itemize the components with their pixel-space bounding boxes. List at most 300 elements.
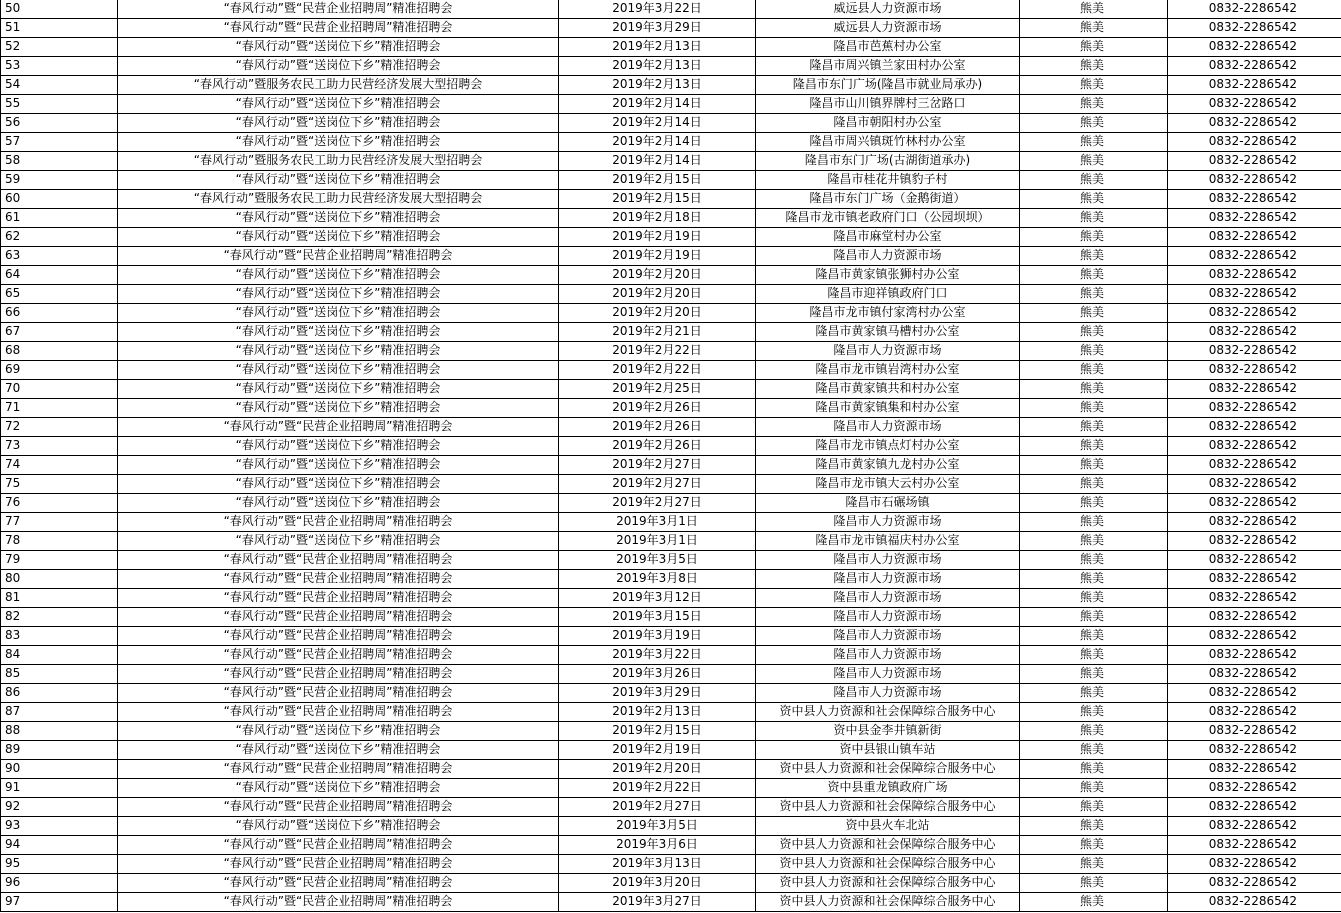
contact-person-cell[interactable]: 熊美 bbox=[1020, 835, 1168, 854]
contact-phone-cell[interactable]: 0832-2286542 bbox=[1168, 113, 1341, 132]
contact-person-cell[interactable]: 熊美 bbox=[1020, 455, 1168, 474]
row-number-cell[interactable]: 88 bbox=[1, 721, 118, 740]
table-row bbox=[1, 474, 1341, 493]
row-number-cell[interactable]: 85 bbox=[1, 664, 118, 683]
event-date-cell[interactable]: 2019年3月29日 bbox=[559, 18, 756, 37]
row-number-cell[interactable]: 84 bbox=[1, 645, 118, 664]
table-row bbox=[1, 740, 1341, 759]
contact-person-cell[interactable]: 熊美 bbox=[1020, 417, 1168, 436]
contact-person-cell[interactable]: 熊美 bbox=[1020, 284, 1168, 303]
event-location-cell[interactable]: 隆昌市龙市镇福庆村办公室 bbox=[756, 531, 1020, 550]
event-date-cell[interactable]: 2019年2月22日 bbox=[559, 341, 756, 360]
event-location-cell[interactable]: 隆昌市黄家镇九龙村办公室 bbox=[756, 455, 1020, 474]
contact-person-cell[interactable]: 熊美 bbox=[1020, 113, 1168, 132]
event-date-cell[interactable]: 2019年2月15日 bbox=[559, 721, 756, 740]
event-date-cell[interactable]: 2019年3月8日 bbox=[559, 569, 756, 588]
contact-person-cell[interactable]: 熊美 bbox=[1020, 75, 1168, 94]
event-name-cell[interactable]: “春风行动”暨“送岗位下乡”精准招聘会 bbox=[118, 455, 559, 474]
event-name-cell[interactable]: “春风行动”暨“送岗位下乡”精准招聘会 bbox=[118, 816, 559, 835]
event-location-cell[interactable]: 隆昌市东门广场(古湖街道承办) bbox=[756, 151, 1020, 170]
contact-person-cell[interactable]: 熊美 bbox=[1020, 189, 1168, 208]
event-name-cell[interactable]: “春风行动”暨“民营企业招聘周”精准招聘会 bbox=[118, 873, 559, 892]
event-location-cell[interactable]: 资中县人力资源和社会保障综合服务中心 bbox=[756, 873, 1020, 892]
event-date-cell[interactable]: 2019年3月29日 bbox=[559, 683, 756, 702]
contact-person-cell[interactable]: 熊美 bbox=[1020, 360, 1168, 379]
event-location-cell[interactable]: 资中县银山镇车站 bbox=[756, 740, 1020, 759]
event-location-cell[interactable]: 隆昌市黄家镇集和村办公室 bbox=[756, 398, 1020, 417]
event-name-cell[interactable]: “春风行动”暨“送岗位下乡”精准招聘会 bbox=[118, 360, 559, 379]
contact-phone-cell[interactable]: 0832-2286542 bbox=[1168, 284, 1341, 303]
contact-person-cell[interactable]: 熊美 bbox=[1020, 94, 1168, 113]
contact-phone-cell[interactable]: 0832-2286542 bbox=[1168, 379, 1341, 398]
row-number-cell[interactable]: 66 bbox=[1, 303, 118, 322]
contact-person-cell[interactable]: 熊美 bbox=[1020, 607, 1168, 626]
contact-person-cell[interactable]: 熊美 bbox=[1020, 550, 1168, 569]
contact-person-cell[interactable]: 熊美 bbox=[1020, 227, 1168, 246]
row-number-cell[interactable]: 73 bbox=[1, 436, 118, 455]
event-name-cell[interactable]: “春风行动”暨“民营企业招聘周”精准招聘会 bbox=[118, 892, 559, 911]
event-date-cell[interactable]: 2019年2月14日 bbox=[559, 113, 756, 132]
contact-person-cell[interactable]: 熊美 bbox=[1020, 778, 1168, 797]
event-name-cell[interactable]: “春风行动”暨“民营企业招聘周”精准招聘会 bbox=[118, 512, 559, 531]
contact-phone-cell[interactable]: 0832-2286542 bbox=[1168, 341, 1341, 360]
contact-phone-cell[interactable]: 0832-2286542 bbox=[1168, 550, 1341, 569]
event-location-cell[interactable]: 隆昌市黄家镇张狮村办公室 bbox=[756, 265, 1020, 284]
event-date-cell[interactable]: 2019年3月27日 bbox=[559, 892, 756, 911]
event-date-cell[interactable]: 2019年2月13日 bbox=[559, 56, 756, 75]
contact-phone-cell[interactable]: 0832-2286542 bbox=[1168, 740, 1341, 759]
event-date-cell[interactable]: 2019年3月22日 bbox=[559, 0, 756, 18]
row-number-cell[interactable]: 95 bbox=[1, 854, 118, 873]
contact-person-cell[interactable]: 熊美 bbox=[1020, 398, 1168, 417]
event-date-cell[interactable]: 2019年2月22日 bbox=[559, 778, 756, 797]
row-number-cell[interactable]: 83 bbox=[1, 626, 118, 645]
contact-phone-cell[interactable]: 0832-2286542 bbox=[1168, 360, 1341, 379]
contact-person-cell[interactable]: 熊美 bbox=[1020, 645, 1168, 664]
contact-phone-cell[interactable]: 0832-2286542 bbox=[1168, 303, 1341, 322]
event-date-cell[interactable]: 2019年3月1日 bbox=[559, 512, 756, 531]
contact-phone-cell[interactable]: 0832-2286542 bbox=[1168, 569, 1341, 588]
contact-person-cell[interactable]: 熊美 bbox=[1020, 18, 1168, 37]
event-name-cell[interactable]: “春风行动”暨“送岗位下乡”精准招聘会 bbox=[118, 493, 559, 512]
event-location-cell[interactable]: 资中县人力资源和社会保障综合服务中心 bbox=[756, 702, 1020, 721]
row-number-cell[interactable]: 62 bbox=[1, 227, 118, 246]
event-name-cell[interactable]: “春风行动”暨服务农民工助力民营经济发展大型招聘会 bbox=[118, 75, 559, 94]
event-location-cell[interactable]: 隆昌市东门广场(隆昌市就业局承办) bbox=[756, 75, 1020, 94]
event-name-cell[interactable]: “春风行动”暨“民营企业招聘周”精准招聘会 bbox=[118, 18, 559, 37]
event-name-cell[interactable]: “春风行动”暨“民营企业招聘周”精准招聘会 bbox=[118, 645, 559, 664]
event-date-cell[interactable]: 2019年3月22日 bbox=[559, 645, 756, 664]
event-location-cell[interactable]: 隆昌市周兴镇兰家田村办公室 bbox=[756, 56, 1020, 75]
row-number-cell[interactable]: 93 bbox=[1, 816, 118, 835]
event-date-cell[interactable]: 2019年2月14日 bbox=[559, 94, 756, 113]
event-name-cell[interactable]: “春风行动”暨“送岗位下乡”精准招聘会 bbox=[118, 56, 559, 75]
event-date-cell[interactable]: 2019年2月20日 bbox=[559, 759, 756, 778]
contact-phone-cell[interactable]: 0832-2286542 bbox=[1168, 854, 1341, 873]
event-date-cell[interactable]: 2019年2月26日 bbox=[559, 417, 756, 436]
row-number-cell[interactable]: 70 bbox=[1, 379, 118, 398]
event-name-cell[interactable]: “春风行动”暨“送岗位下乡”精准招聘会 bbox=[118, 778, 559, 797]
event-date-cell[interactable]: 2019年2月19日 bbox=[559, 246, 756, 265]
contact-phone-cell[interactable]: 0832-2286542 bbox=[1168, 531, 1341, 550]
contact-person-cell[interactable]: 熊美 bbox=[1020, 569, 1168, 588]
contact-phone-cell[interactable]: 0832-2286542 bbox=[1168, 189, 1341, 208]
contact-phone-cell[interactable]: 0832-2286542 bbox=[1168, 721, 1341, 740]
event-location-cell[interactable]: 资中县人力资源和社会保障综合服务中心 bbox=[756, 835, 1020, 854]
contact-phone-cell[interactable]: 0832-2286542 bbox=[1168, 493, 1341, 512]
contact-phone-cell[interactable]: 0832-2286542 bbox=[1168, 170, 1341, 189]
event-name-cell[interactable]: “春风行动”暨“民营企业招聘周”精准招聘会 bbox=[118, 797, 559, 816]
row-number-cell[interactable]: 82 bbox=[1, 607, 118, 626]
event-name-cell[interactable]: “春风行动”暨“民营企业招聘周”精准招聘会 bbox=[118, 588, 559, 607]
row-number-cell[interactable]: 77 bbox=[1, 512, 118, 531]
event-name-cell[interactable]: “春风行动”暨“民营企业招聘周”精准招聘会 bbox=[118, 0, 559, 18]
event-date-cell[interactable]: 2019年3月5日 bbox=[559, 816, 756, 835]
event-name-cell[interactable]: “春风行动”暨“民营企业招聘周”精准招聘会 bbox=[118, 569, 559, 588]
event-date-cell[interactable]: 2019年2月20日 bbox=[559, 265, 756, 284]
event-location-cell[interactable]: 资中县金李井镇新街 bbox=[756, 721, 1020, 740]
event-location-cell[interactable]: 隆昌市朝阳村办公室 bbox=[756, 113, 1020, 132]
contact-phone-cell[interactable]: 0832-2286542 bbox=[1168, 37, 1341, 56]
contact-person-cell[interactable]: 熊美 bbox=[1020, 56, 1168, 75]
event-date-cell[interactable]: 2019年2月27日 bbox=[559, 797, 756, 816]
event-date-cell[interactable]: 2019年3月12日 bbox=[559, 588, 756, 607]
row-number-cell[interactable]: 51 bbox=[1, 18, 118, 37]
contact-phone-cell[interactable]: 0832-2286542 bbox=[1168, 607, 1341, 626]
row-number-cell[interactable]: 91 bbox=[1, 778, 118, 797]
contact-phone-cell[interactable]: 0832-2286542 bbox=[1168, 873, 1341, 892]
event-date-cell[interactable]: 2019年3月13日 bbox=[559, 854, 756, 873]
table-row bbox=[1, 854, 1341, 873]
event-name-cell[interactable]: “春风行动”暨“送岗位下乡”精准招聘会 bbox=[118, 379, 559, 398]
event-location-cell[interactable]: 隆昌市迎祥镇政府门口 bbox=[756, 284, 1020, 303]
event-name-cell[interactable]: “春风行动”暨“送岗位下乡”精准招聘会 bbox=[118, 113, 559, 132]
row-number-cell[interactable]: 76 bbox=[1, 493, 118, 512]
event-location-cell[interactable]: 威远县人力资源市场 bbox=[756, 18, 1020, 37]
event-date-cell[interactable]: 2019年2月18日 bbox=[559, 208, 756, 227]
event-location-cell[interactable]: 隆昌市人力资源市场 bbox=[756, 341, 1020, 360]
row-number-cell[interactable]: 72 bbox=[1, 417, 118, 436]
contact-person-cell[interactable]: 熊美 bbox=[1020, 721, 1168, 740]
row-number-cell[interactable]: 61 bbox=[1, 208, 118, 227]
event-date-cell[interactable]: 2019年2月14日 bbox=[559, 151, 756, 170]
contact-phone-cell[interactable]: 0832-2286542 bbox=[1168, 436, 1341, 455]
row-number-cell[interactable]: 56 bbox=[1, 113, 118, 132]
event-name-cell[interactable]: “春风行动”暨“送岗位下乡”精准招聘会 bbox=[118, 94, 559, 113]
table-row bbox=[1, 151, 1341, 170]
event-location-cell[interactable]: 隆昌市人力资源市场 bbox=[756, 588, 1020, 607]
event-date-cell[interactable]: 2019年3月6日 bbox=[559, 835, 756, 854]
row-number-cell[interactable]: 94 bbox=[1, 835, 118, 854]
contact-phone-cell[interactable]: 0832-2286542 bbox=[1168, 75, 1341, 94]
contact-phone-cell[interactable]: 0832-2286542 bbox=[1168, 664, 1341, 683]
contact-phone-cell[interactable]: 0832-2286542 bbox=[1168, 417, 1341, 436]
contact-person-cell[interactable]: 熊美 bbox=[1020, 303, 1168, 322]
contact-phone-cell[interactable]: 0832-2286542 bbox=[1168, 512, 1341, 531]
event-date-cell[interactable]: 2019年2月22日 bbox=[559, 360, 756, 379]
event-name-cell[interactable]: “春风行动”暨“送岗位下乡”精准招聘会 bbox=[118, 170, 559, 189]
contact-phone-cell[interactable]: 0832-2286542 bbox=[1168, 626, 1341, 645]
event-date-cell[interactable]: 2019年2月20日 bbox=[559, 284, 756, 303]
event-date-cell[interactable]: 2019年2月20日 bbox=[559, 303, 756, 322]
contact-person-cell[interactable]: 熊美 bbox=[1020, 0, 1168, 18]
contact-person-cell[interactable]: 熊美 bbox=[1020, 797, 1168, 816]
contact-phone-cell[interactable]: 0832-2286542 bbox=[1168, 588, 1341, 607]
contact-phone-cell[interactable]: 0832-2286542 bbox=[1168, 797, 1341, 816]
event-location-cell[interactable]: 资中县人力资源和社会保障综合服务中心 bbox=[756, 892, 1020, 911]
contact-phone-cell[interactable]: 0832-2286542 bbox=[1168, 265, 1341, 284]
event-date-cell[interactable]: 2019年2月14日 bbox=[559, 132, 756, 151]
row-number-cell[interactable]: 81 bbox=[1, 588, 118, 607]
table-row bbox=[1, 664, 1341, 683]
event-date-cell[interactable]: 2019年3月5日 bbox=[559, 550, 756, 569]
event-location-cell[interactable]: 隆昌市龙市镇大云村办公室 bbox=[756, 474, 1020, 493]
contact-person-cell[interactable]: 熊美 bbox=[1020, 759, 1168, 778]
table-row bbox=[1, 322, 1341, 341]
event-location-cell[interactable]: 隆昌市人力资源市场 bbox=[756, 664, 1020, 683]
contact-person-cell[interactable]: 熊美 bbox=[1020, 588, 1168, 607]
event-location-cell[interactable]: 资中县人力资源和社会保障综合服务中心 bbox=[756, 797, 1020, 816]
contact-phone-cell[interactable]: 0832-2286542 bbox=[1168, 474, 1341, 493]
contact-phone-cell[interactable]: 0832-2286542 bbox=[1168, 702, 1341, 721]
event-date-cell[interactable]: 2019年2月15日 bbox=[559, 170, 756, 189]
event-location-cell[interactable]: 隆昌市桂花井镇豹子村 bbox=[756, 170, 1020, 189]
contact-person-cell[interactable]: 熊美 bbox=[1020, 341, 1168, 360]
contact-person-cell[interactable]: 熊美 bbox=[1020, 702, 1168, 721]
event-location-cell[interactable]: 资中县重龙镇政府广场 bbox=[756, 778, 1020, 797]
event-date-cell[interactable]: 2019年2月21日 bbox=[559, 322, 756, 341]
contact-phone-cell[interactable]: 0832-2286542 bbox=[1168, 322, 1341, 341]
contact-person-cell[interactable]: 熊美 bbox=[1020, 208, 1168, 227]
event-location-cell[interactable]: 隆昌市龙市镇岩湾村办公室 bbox=[756, 360, 1020, 379]
event-location-cell[interactable]: 隆昌市龙市镇付家湾村办公室 bbox=[756, 303, 1020, 322]
event-name-cell[interactable]: “春风行动”暨“民营企业招聘周”精准招聘会 bbox=[118, 664, 559, 683]
event-name-cell[interactable]: “春风行动”暨服务农民工助力民营经济发展大型招聘会 bbox=[118, 189, 559, 208]
row-number-cell[interactable]: 58 bbox=[1, 151, 118, 170]
event-location-cell[interactable]: 隆昌市人力资源市场 bbox=[756, 626, 1020, 645]
contact-person-cell[interactable]: 熊美 bbox=[1020, 626, 1168, 645]
event-location-cell[interactable]: 隆昌市人力资源市场 bbox=[756, 550, 1020, 569]
event-name-cell[interactable]: “春风行动”暨“民营企业招聘周”精准招聘会 bbox=[118, 246, 559, 265]
event-location-cell[interactable]: 隆昌市人力资源市场 bbox=[756, 246, 1020, 265]
event-date-cell[interactable]: 2019年3月26日 bbox=[559, 664, 756, 683]
event-location-cell[interactable]: 隆昌市龙市镇老政府门口（公园坝坝） bbox=[756, 208, 1020, 227]
event-date-cell[interactable]: 2019年2月27日 bbox=[559, 474, 756, 493]
event-date-cell[interactable]: 2019年2月19日 bbox=[559, 740, 756, 759]
contact-phone-cell[interactable]: 0832-2286542 bbox=[1168, 835, 1341, 854]
row-number-cell[interactable]: 69 bbox=[1, 360, 118, 379]
event-name-cell[interactable]: “春风行动”暨“民营企业招聘周”精准招聘会 bbox=[118, 683, 559, 702]
contact-phone-cell[interactable]: 0832-2286542 bbox=[1168, 132, 1341, 151]
row-number-cell[interactable]: 55 bbox=[1, 94, 118, 113]
event-name-cell[interactable]: “春风行动”暨“送岗位下乡”精准招聘会 bbox=[118, 322, 559, 341]
event-location-cell[interactable]: 隆昌市人力资源市场 bbox=[756, 417, 1020, 436]
contact-phone-cell[interactable]: 0832-2286542 bbox=[1168, 0, 1341, 18]
event-name-cell[interactable]: “春风行动”暨“民营企业招聘周”精准招聘会 bbox=[118, 854, 559, 873]
event-location-cell[interactable]: 隆昌市石碾场镇 bbox=[756, 493, 1020, 512]
row-number-cell[interactable]: 63 bbox=[1, 246, 118, 265]
event-location-cell[interactable]: 威远县人力资源市场 bbox=[756, 0, 1020, 18]
event-date-cell[interactable]: 2019年3月19日 bbox=[559, 626, 756, 645]
contact-person-cell[interactable]: 熊美 bbox=[1020, 265, 1168, 284]
row-number-cell[interactable]: 71 bbox=[1, 398, 118, 417]
row-number-cell[interactable]: 90 bbox=[1, 759, 118, 778]
contact-phone-cell[interactable]: 0832-2286542 bbox=[1168, 778, 1341, 797]
row-number-cell[interactable]: 87 bbox=[1, 702, 118, 721]
contact-phone-cell[interactable]: 0832-2286542 bbox=[1168, 208, 1341, 227]
contact-person-cell[interactable]: 熊美 bbox=[1020, 132, 1168, 151]
contact-person-cell[interactable]: 熊美 bbox=[1020, 474, 1168, 493]
row-number-cell[interactable]: 86 bbox=[1, 683, 118, 702]
event-date-cell[interactable]: 2019年3月20日 bbox=[559, 873, 756, 892]
event-date-cell[interactable]: 2019年2月27日 bbox=[559, 455, 756, 474]
contact-person-cell[interactable]: 熊美 bbox=[1020, 379, 1168, 398]
event-date-cell[interactable]: 2019年2月27日 bbox=[559, 493, 756, 512]
event-name-cell[interactable]: “春风行动”暨“送岗位下乡”精准招聘会 bbox=[118, 132, 559, 151]
event-date-cell[interactable]: 2019年2月26日 bbox=[559, 436, 756, 455]
contact-phone-cell[interactable]: 0832-2286542 bbox=[1168, 151, 1341, 170]
row-number-cell[interactable]: 89 bbox=[1, 740, 118, 759]
event-name-cell[interactable]: “春风行动”暨“民营企业招聘周”精准招聘会 bbox=[118, 702, 559, 721]
row-number-cell[interactable]: 57 bbox=[1, 132, 118, 151]
row-number-cell[interactable]: 68 bbox=[1, 341, 118, 360]
contact-phone-cell[interactable]: 0832-2286542 bbox=[1168, 645, 1341, 664]
table-row bbox=[1, 0, 1341, 18]
event-location-cell[interactable]: 隆昌市山川镇界牌村三岔路口 bbox=[756, 94, 1020, 113]
contact-person-cell[interactable]: 熊美 bbox=[1020, 493, 1168, 512]
event-name-cell[interactable]: “春风行动”暨“民营企业招聘周”精准招聘会 bbox=[118, 626, 559, 645]
event-name-cell[interactable]: “春风行动”暨“送岗位下乡”精准招聘会 bbox=[118, 37, 559, 56]
event-location-cell[interactable]: 隆昌市黄家镇马槽村办公室 bbox=[756, 322, 1020, 341]
contact-person-cell[interactable]: 熊美 bbox=[1020, 664, 1168, 683]
event-name-cell[interactable]: “春风行动”暨服务农民工助力民营经济发展大型招聘会 bbox=[118, 151, 559, 170]
row-number-cell[interactable]: 50 bbox=[1, 0, 118, 18]
contact-phone-cell[interactable]: 0832-2286542 bbox=[1168, 227, 1341, 246]
event-name-cell[interactable]: “春风行动”暨“送岗位下乡”精准招聘会 bbox=[118, 740, 559, 759]
event-location-cell[interactable]: 隆昌市人力资源市场 bbox=[756, 569, 1020, 588]
row-number-cell[interactable]: 67 bbox=[1, 322, 118, 341]
contact-phone-cell[interactable]: 0832-2286542 bbox=[1168, 94, 1341, 113]
row-number-cell[interactable]: 60 bbox=[1, 189, 118, 208]
contact-phone-cell[interactable]: 0832-2286542 bbox=[1168, 683, 1341, 702]
contact-person-cell[interactable]: 熊美 bbox=[1020, 531, 1168, 550]
row-number-cell[interactable]: 96 bbox=[1, 873, 118, 892]
contact-person-cell[interactable]: 熊美 bbox=[1020, 170, 1168, 189]
row-number-cell[interactable]: 54 bbox=[1, 75, 118, 94]
table-row bbox=[1, 208, 1341, 227]
event-location-cell[interactable]: 隆昌市人力资源市场 bbox=[756, 607, 1020, 626]
contact-phone-cell[interactable]: 0832-2286542 bbox=[1168, 759, 1341, 778]
event-location-cell[interactable]: 资中县人力资源和社会保障综合服务中心 bbox=[756, 759, 1020, 778]
contact-phone-cell[interactable]: 0832-2286542 bbox=[1168, 18, 1341, 37]
event-name-cell[interactable]: “春风行动”暨“送岗位下乡”精准招聘会 bbox=[118, 398, 559, 417]
event-date-cell[interactable]: 2019年2月19日 bbox=[559, 227, 756, 246]
contact-person-cell[interactable]: 熊美 bbox=[1020, 37, 1168, 56]
event-name-cell[interactable]: “春风行动”暨“民营企业招聘周”精准招聘会 bbox=[118, 607, 559, 626]
table-row bbox=[1, 550, 1341, 569]
event-name-cell[interactable]: “春风行动”暨“民营企业招聘周”精准招聘会 bbox=[118, 835, 559, 854]
contact-phone-cell[interactable]: 0832-2286542 bbox=[1168, 246, 1341, 265]
event-location-cell[interactable]: 隆昌市芭蕉村办公室 bbox=[756, 37, 1020, 56]
event-date-cell[interactable]: 2019年2月13日 bbox=[559, 702, 756, 721]
contact-phone-cell[interactable]: 0832-2286542 bbox=[1168, 398, 1341, 417]
row-number-cell[interactable]: 80 bbox=[1, 569, 118, 588]
contact-person-cell[interactable]: 熊美 bbox=[1020, 854, 1168, 873]
event-date-cell[interactable]: 2019年3月15日 bbox=[559, 607, 756, 626]
contact-person-cell[interactable]: 熊美 bbox=[1020, 322, 1168, 341]
row-number-cell[interactable]: 65 bbox=[1, 284, 118, 303]
contact-person-cell[interactable]: 熊美 bbox=[1020, 740, 1168, 759]
event-name-cell[interactable]: “春风行动”暨“送岗位下乡”精准招聘会 bbox=[118, 721, 559, 740]
event-name-cell[interactable]: “春风行动”暨“民营企业招聘周”精准招聘会 bbox=[118, 417, 559, 436]
event-location-cell[interactable]: 隆昌市周兴镇斑竹林村办公室 bbox=[756, 132, 1020, 151]
event-name-cell[interactable]: “春风行动”暨“送岗位下乡”精准招聘会 bbox=[118, 303, 559, 322]
row-number-cell[interactable]: 92 bbox=[1, 797, 118, 816]
event-name-cell[interactable]: “春风行动”暨“民营企业招聘周”精准招聘会 bbox=[118, 550, 559, 569]
contact-person-cell[interactable]: 熊美 bbox=[1020, 873, 1168, 892]
event-name-cell[interactable]: “春风行动”暨“送岗位下乡”精准招聘会 bbox=[118, 265, 559, 284]
row-number-cell[interactable]: 79 bbox=[1, 550, 118, 569]
event-name-cell[interactable]: “春风行动”暨“民营企业招聘周”精准招聘会 bbox=[118, 759, 559, 778]
contact-person-cell[interactable]: 熊美 bbox=[1020, 436, 1168, 455]
event-name-cell[interactable]: “春风行动”暨“送岗位下乡”精准招聘会 bbox=[118, 227, 559, 246]
contact-person-cell[interactable]: 熊美 bbox=[1020, 512, 1168, 531]
contact-phone-cell[interactable]: 0832-2286542 bbox=[1168, 892, 1341, 911]
row-number-cell[interactable]: 53 bbox=[1, 56, 118, 75]
table-row bbox=[1, 75, 1341, 94]
event-date-cell[interactable]: 2019年3月1日 bbox=[559, 531, 756, 550]
contact-person-cell[interactable]: 熊美 bbox=[1020, 816, 1168, 835]
event-name-cell[interactable]: “春风行动”暨“送岗位下乡”精准招聘会 bbox=[118, 341, 559, 360]
contact-person-cell[interactable]: 熊美 bbox=[1020, 892, 1168, 911]
row-number-cell[interactable]: 59 bbox=[1, 170, 118, 189]
contact-person-cell[interactable]: 熊美 bbox=[1020, 151, 1168, 170]
event-location-cell[interactable]: 隆昌市人力资源市场 bbox=[756, 645, 1020, 664]
contact-phone-cell[interactable]: 0832-2286542 bbox=[1168, 816, 1341, 835]
event-name-cell[interactable]: “春风行动”暨“送岗位下乡”精准招聘会 bbox=[118, 474, 559, 493]
event-name-cell[interactable]: “春风行动”暨“送岗位下乡”精准招聘会 bbox=[118, 531, 559, 550]
row-number-cell[interactable]: 74 bbox=[1, 455, 118, 474]
contact-phone-cell[interactable]: 0832-2286542 bbox=[1168, 455, 1341, 474]
row-number-cell[interactable]: 97 bbox=[1, 892, 118, 911]
contact-phone-cell[interactable]: 0832-2286542 bbox=[1168, 56, 1341, 75]
event-location-cell[interactable]: 资中县火车北站 bbox=[756, 816, 1020, 835]
event-location-cell[interactable]: 隆昌市人力资源市场 bbox=[756, 512, 1020, 531]
event-date-cell[interactable]: 2019年2月25日 bbox=[559, 379, 756, 398]
event-date-cell[interactable]: 2019年2月13日 bbox=[559, 75, 756, 94]
event-date-cell[interactable]: 2019年2月15日 bbox=[559, 189, 756, 208]
event-name-cell[interactable]: “春风行动”暨“送岗位下乡”精准招聘会 bbox=[118, 208, 559, 227]
row-number-cell[interactable]: 75 bbox=[1, 474, 118, 493]
event-location-cell[interactable]: 资中县人力资源和社会保障综合服务中心 bbox=[756, 854, 1020, 873]
contact-person-cell[interactable]: 熊美 bbox=[1020, 246, 1168, 265]
event-date-cell[interactable]: 2019年2月13日 bbox=[559, 37, 756, 56]
event-date-cell[interactable]: 2019年2月26日 bbox=[559, 398, 756, 417]
event-location-cell[interactable]: 隆昌市东门广场（金鹅街道） bbox=[756, 189, 1020, 208]
row-number-cell[interactable]: 78 bbox=[1, 531, 118, 550]
contact-person-cell[interactable]: 熊美 bbox=[1020, 683, 1168, 702]
event-location-cell[interactable]: 隆昌市龙市镇点灯村办公室 bbox=[756, 436, 1020, 455]
table-row bbox=[1, 113, 1341, 132]
event-name-cell[interactable]: “春风行动”暨“送岗位下乡”精准招聘会 bbox=[118, 284, 559, 303]
row-number-cell[interactable]: 52 bbox=[1, 37, 118, 56]
row-number-cell[interactable]: 64 bbox=[1, 265, 118, 284]
event-location-cell[interactable]: 隆昌市黄家镇共和村办公室 bbox=[756, 379, 1020, 398]
event-location-cell[interactable]: 隆昌市麻堂村办公室 bbox=[756, 227, 1020, 246]
event-name-cell[interactable]: “春风行动”暨“送岗位下乡”精准招聘会 bbox=[118, 436, 559, 455]
table-row bbox=[1, 607, 1341, 626]
event-location-cell[interactable]: 隆昌市人力资源市场 bbox=[756, 683, 1020, 702]
